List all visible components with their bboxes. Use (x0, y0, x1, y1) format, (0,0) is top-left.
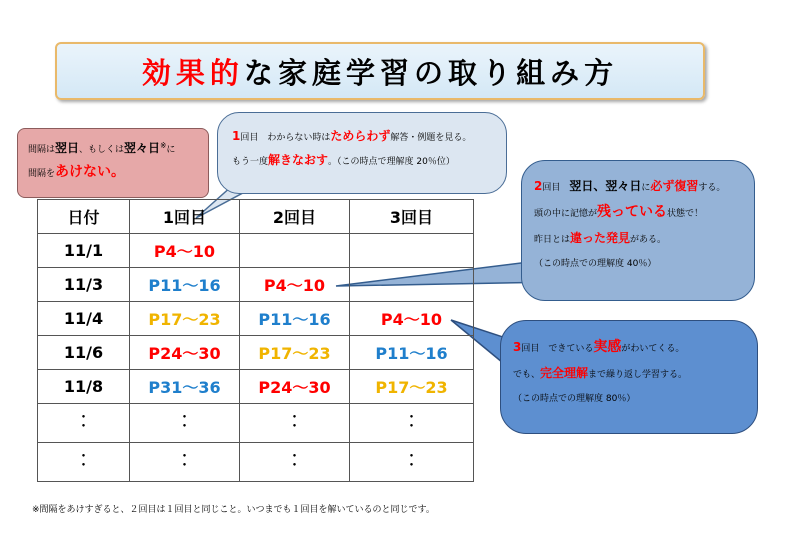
callout-first (217, 112, 507, 194)
page-range-cell: P4～10 (350, 302, 474, 336)
title-char: 学 (345, 55, 380, 90)
text: 。（この時点で理解度 20％位） (328, 157, 455, 167)
text: （この時点での理解度 80％） (513, 394, 636, 404)
page-range-cell (350, 268, 474, 302)
callout-interval (17, 128, 209, 198)
title-char: の (414, 55, 449, 90)
title-char: り (482, 55, 517, 90)
footnote: ※間隔をあけすぎると、２回目は１回目と同じこと。いつまでも１回目を解いているのと同じです。 (32, 505, 435, 515)
table-row (38, 443, 474, 482)
text: 翌々日 (124, 141, 161, 155)
text: 残っている (597, 204, 668, 220)
text: 昨日とは (534, 235, 571, 245)
text: ※ (160, 141, 167, 150)
table-row (38, 302, 474, 336)
text: に (641, 183, 651, 193)
ellipsis-cell: ・ ・ (350, 443, 474, 482)
page-range-cell: P11～16 (240, 302, 350, 336)
ellipsis-cell: ・ ・ (130, 404, 240, 443)
table-row (38, 404, 474, 443)
table-header-row (38, 200, 474, 234)
text: に (166, 145, 176, 155)
page-range-cell: P11～16 (350, 336, 474, 370)
title-char: 習 (380, 55, 415, 90)
ellipsis-cell: ・ ・ (38, 443, 130, 482)
date-cell: 11/8 (38, 370, 130, 404)
title-char: 方 (584, 55, 619, 90)
title-char: み (550, 55, 585, 90)
callout-third (500, 320, 758, 434)
text: がわいてくる。 (621, 344, 685, 354)
text: ためらわず (330, 129, 391, 143)
text: 頭の中に記憶が (534, 209, 598, 219)
page-range-cell: P24～30 (240, 370, 350, 404)
title-char: 組 (516, 55, 551, 90)
title-char: 庭 (311, 55, 346, 90)
page-range-cell: P31～36 (130, 370, 240, 404)
text: でも、 (513, 370, 541, 380)
table-row (38, 370, 474, 404)
text: 完全理解 (540, 366, 589, 380)
title-char: な (243, 55, 278, 90)
ellipsis-cell: ・ ・ (350, 404, 474, 443)
page-range-cell: P17～23 (350, 370, 474, 404)
text: 回目 (542, 183, 570, 193)
text: 、もしくは (79, 145, 125, 155)
text: 解きなおす (268, 153, 329, 167)
text: 3 (513, 340, 522, 354)
title-char: 取 (448, 55, 483, 90)
text: 1 (232, 129, 241, 143)
page-range-cell: P11～16 (130, 268, 240, 302)
header-second: 2回目 (240, 200, 350, 234)
text: まで繰り返し学習する。 (588, 370, 688, 380)
title-char: 果 (175, 55, 210, 90)
date-cell: 11/1 (38, 234, 130, 268)
title-char: 効 (141, 55, 176, 90)
ellipsis-cell: ・ ・ (240, 404, 350, 443)
text: 間隔は (28, 145, 56, 155)
study-schedule-table (37, 199, 474, 482)
title-char: 家 (277, 55, 312, 90)
text: もう一度 (232, 157, 269, 167)
table-row (38, 268, 474, 302)
text: 状態で！ (667, 209, 704, 219)
text: 回目 できている (521, 344, 594, 354)
date-cell: 11/4 (38, 302, 130, 336)
text: あけない。 (55, 164, 126, 180)
header-date: 日付 (38, 200, 130, 234)
text: する。 (698, 183, 726, 193)
page-range-cell: P17～23 (240, 336, 350, 370)
page-range-cell: P24～30 (130, 336, 240, 370)
text: がある。 (630, 235, 667, 245)
callout-second (521, 160, 755, 301)
header-third: 3回目 (350, 200, 474, 234)
table-row (38, 234, 474, 268)
text: 解答・例題を見る。 (390, 133, 472, 143)
page-range-cell: P17～23 (130, 302, 240, 336)
ellipsis-cell: ・ ・ (130, 443, 240, 482)
table-row (38, 336, 474, 370)
ellipsis-cell: ・ ・ (38, 404, 130, 443)
page-range-cell (240, 234, 350, 268)
text: 実感 (593, 339, 622, 355)
ellipsis-cell: ・ ・ (240, 443, 350, 482)
page-range-cell (350, 234, 474, 268)
date-cell: 11/3 (38, 268, 130, 302)
header-first: 1回目 (130, 200, 240, 234)
text: 翌日、翌々日 (569, 179, 642, 193)
text: 回目 わからない時は (240, 133, 331, 143)
text: 違った発見 (570, 231, 631, 245)
text: 間隔を (28, 169, 56, 179)
title-char: 的 (209, 55, 244, 90)
page-range-cell: P4～10 (130, 234, 240, 268)
text: 必ず復習 (650, 179, 699, 193)
page-range-cell: P4～10 (240, 268, 350, 302)
date-cell: 11/6 (38, 336, 130, 370)
text: 2 (534, 179, 543, 193)
text: 翌日 (55, 141, 80, 155)
text: （この時点での理解度 40％） (534, 259, 657, 269)
